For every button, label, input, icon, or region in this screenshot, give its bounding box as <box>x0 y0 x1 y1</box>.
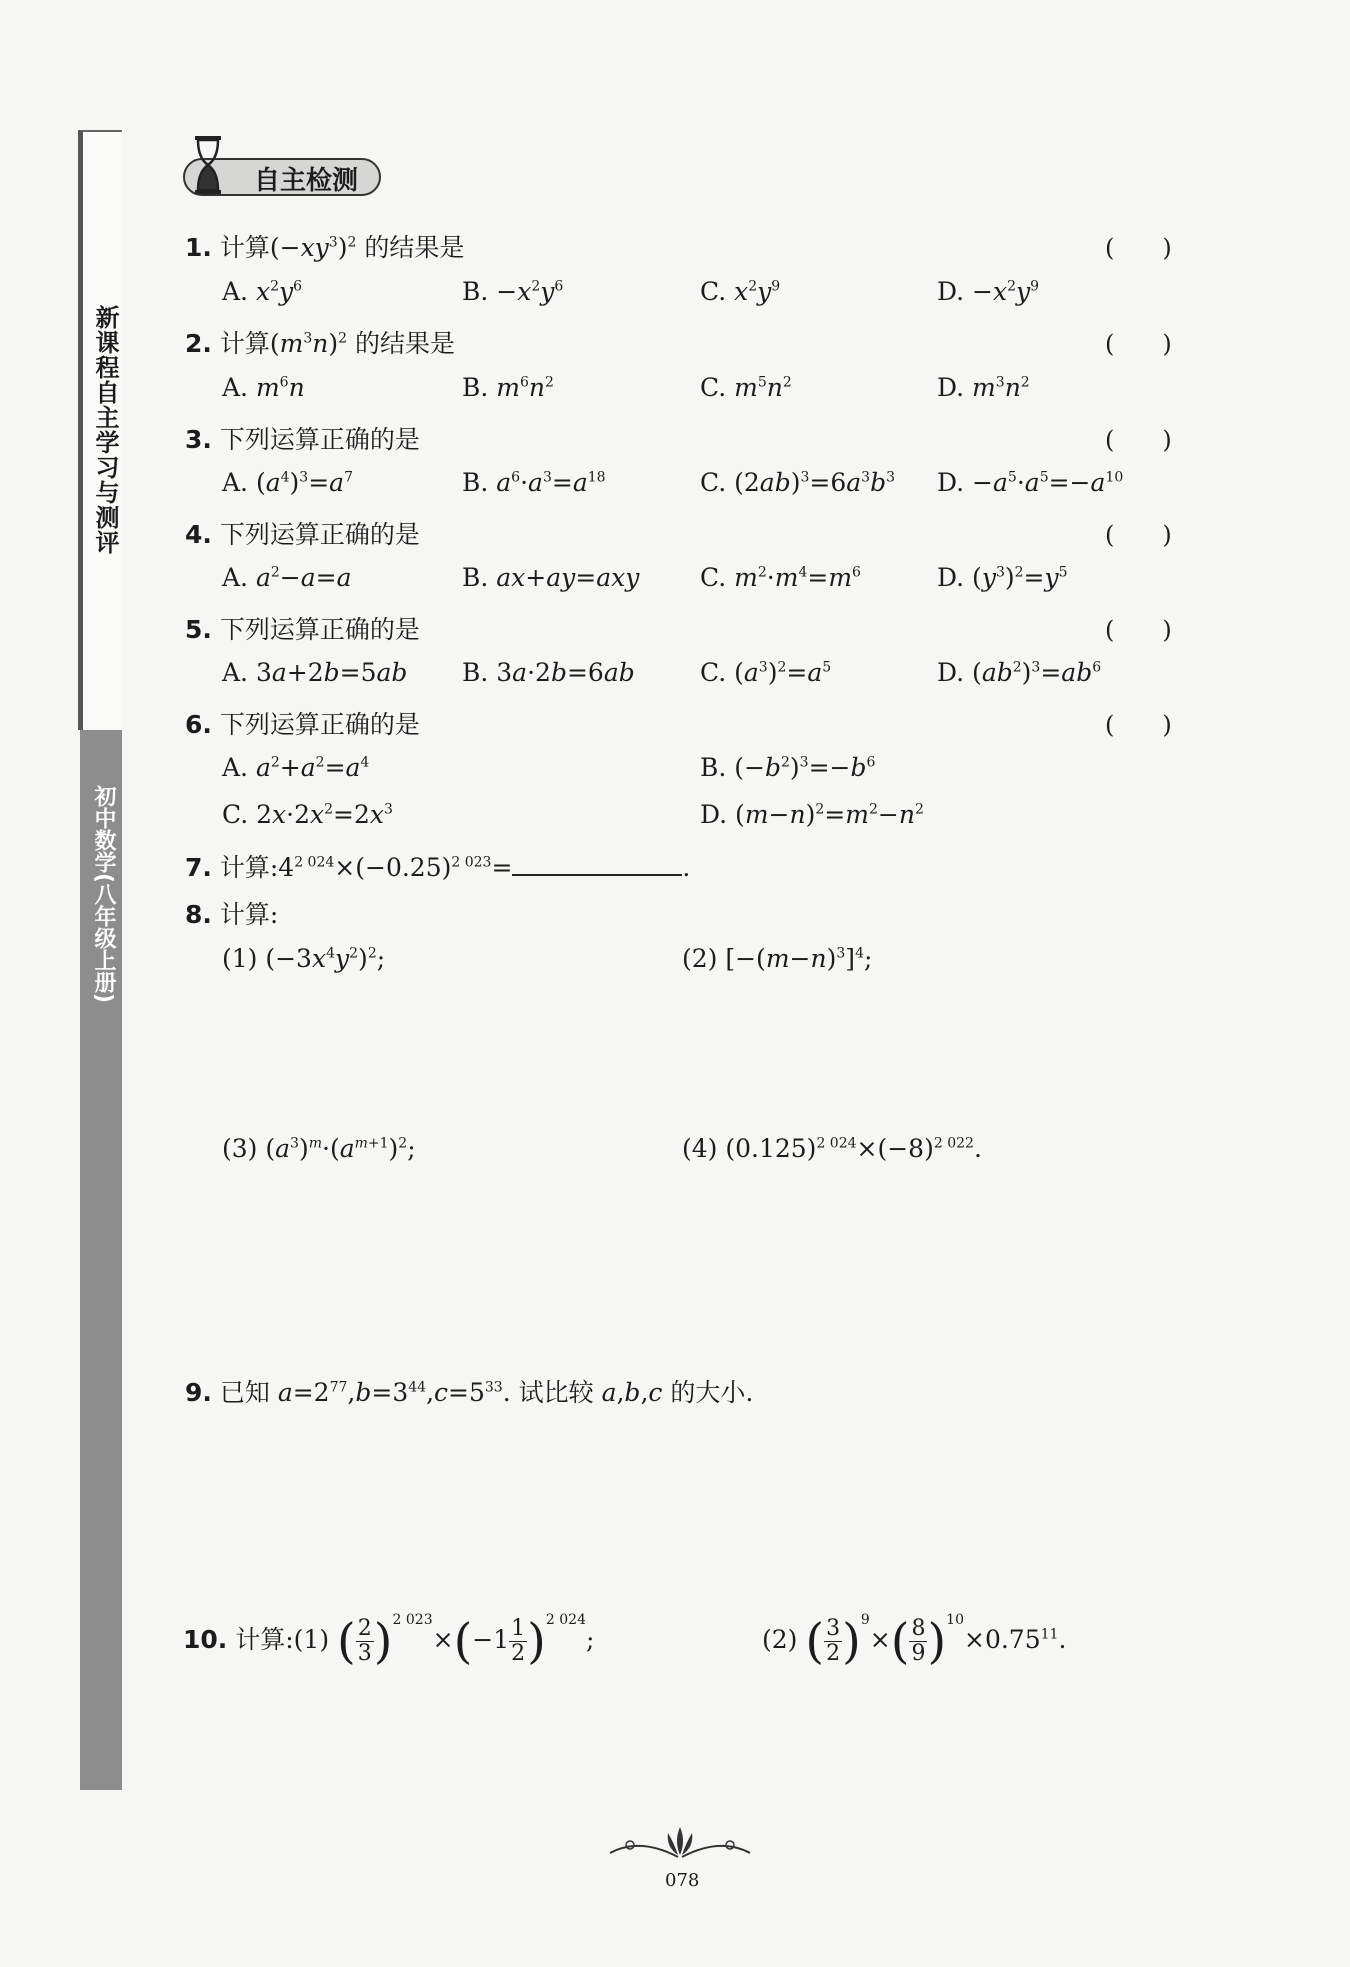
q1-option-b: B. $-x^2y^6$ <box>462 277 564 306</box>
q8-part-3: (3) $(a^3)^m\cdot(a^{m+1})^2$; <box>222 1134 416 1163</box>
q4-option-d: D. $(y^3)^2=y^5$ <box>937 563 1068 592</box>
answer-paren-4: ( ) <box>1105 521 1172 549</box>
q6-option-c: C. $2x\cdot 2x^2=2x^3$ <box>222 800 393 829</box>
q1-option-a: A. $x^2y^6$ <box>222 277 303 306</box>
q2-option-b: B. $m^6n^2$ <box>462 373 554 402</box>
q3-option-c: C. $(2ab)^3=6a^3b^3$ <box>700 468 896 497</box>
question-7: 7. 计算$:4^{2 024}\times(-0.25)^{2 023}=$ . <box>185 853 691 882</box>
question-10-part-2: (2) ( $\frac{3}{2}$ )$^9$×( $\frac{8}{9}$ )$^{10}\times 0.75^{11}$. <box>762 1612 1067 1670</box>
q5-option-d: D. $(ab^2)^3=ab^6$ <box>937 658 1102 687</box>
answer-paren-3: ( ) <box>1105 426 1172 454</box>
q3-option-d: D. $-a^5\cdot a^5=-a^{10}$ <box>937 468 1124 497</box>
question-1: 1. 计算$(-xy^3)^2$ 的结果是 <box>185 233 465 262</box>
answer-paren-5: ( ) <box>1105 616 1172 644</box>
q5-option-b: B. 3a·2b=6ab <box>462 658 635 687</box>
q1-option-c: C. $x^2y^9$ <box>700 277 781 306</box>
q8-part-4: (4) $(0.125)^{2 024}\times(-8)^{2 022}$. <box>682 1134 982 1163</box>
q5-option-c: C. $(a^3)^2=a^5$ <box>700 658 832 687</box>
q2-option-d: D. $m^3n^2$ <box>937 373 1030 402</box>
q6-option-a: A. $a^2+a^2=a^4$ <box>222 753 370 782</box>
question-3: 3. 下列运算正确的是 <box>185 425 420 454</box>
q3-option-a: A. $(a^4)^3=a^7$ <box>222 468 353 497</box>
section-title: 自主检测 <box>254 166 359 196</box>
q4-option-a: A. $a^2-a=a$ <box>222 563 352 592</box>
book-title: 新课程自主学习与测评 <box>91 305 119 555</box>
hourglass-icon <box>193 134 223 196</box>
q5-option-a: A. 3a+2b=5ab <box>222 658 408 687</box>
q6-option-d: D. $(m-n)^2=m^2-n^2$ <box>700 800 924 829</box>
q2-option-a: A. $m^6n$ <box>222 373 305 402</box>
q8-part-2: (2) $[-(m-n)^3]^4$; <box>682 944 873 973</box>
q6-option-b: B. $(-b^2)^3=-b^6$ <box>700 753 876 782</box>
q4-option-c: C. $m^2\cdot m^4=m^6$ <box>700 563 861 592</box>
question-9: 9. 已知 $a=2^{77},b=3^{44},c=5^{33}$. 试比较 a,b,c 的大小. <box>185 1378 754 1407</box>
question-2: 2. 计算$(m^3n)^2$ 的结果是 <box>185 329 456 358</box>
flourish-icon <box>600 1823 760 1863</box>
answer-paren-6: ( ) <box>1105 711 1172 739</box>
question-1-stem: 计算$(-xy^3)^2$ 的结果是 <box>219 233 465 262</box>
question-8: 8. 计算: <box>185 900 279 929</box>
question-10: 10. 计算:(1) ( $\frac{2}{3}$ )$^{2 023}$×(−1 $\frac{1}{2}$ )$^{2 024}$; <box>183 1612 595 1670</box>
q1-option-d: D. $-x^2y^9$ <box>937 277 1040 306</box>
question-6: 6. 下列运算正确的是 <box>185 710 420 739</box>
q2-option-c: C. $m^5n^2$ <box>700 373 792 402</box>
answer-blank[interactable] <box>512 874 682 876</box>
subject-label: 初中数学(八年级上册) <box>91 785 116 1004</box>
q8-part-1: (1) $(-3x^4y^2)^2$; <box>222 944 386 973</box>
question-5: 5. 下列运算正确的是 <box>185 615 420 644</box>
page-number: 078 <box>665 1870 700 1891</box>
answer-paren-1: ( ) <box>1105 234 1172 262</box>
answer-paren-2: ( ) <box>1105 330 1172 358</box>
q4-option-b: B. ax+ay=axy <box>462 563 640 592</box>
q3-option-b: B. $a^6\cdot a^3=a^{18}$ <box>462 468 606 497</box>
question-4: 4. 下列运算正确的是 <box>185 520 420 549</box>
